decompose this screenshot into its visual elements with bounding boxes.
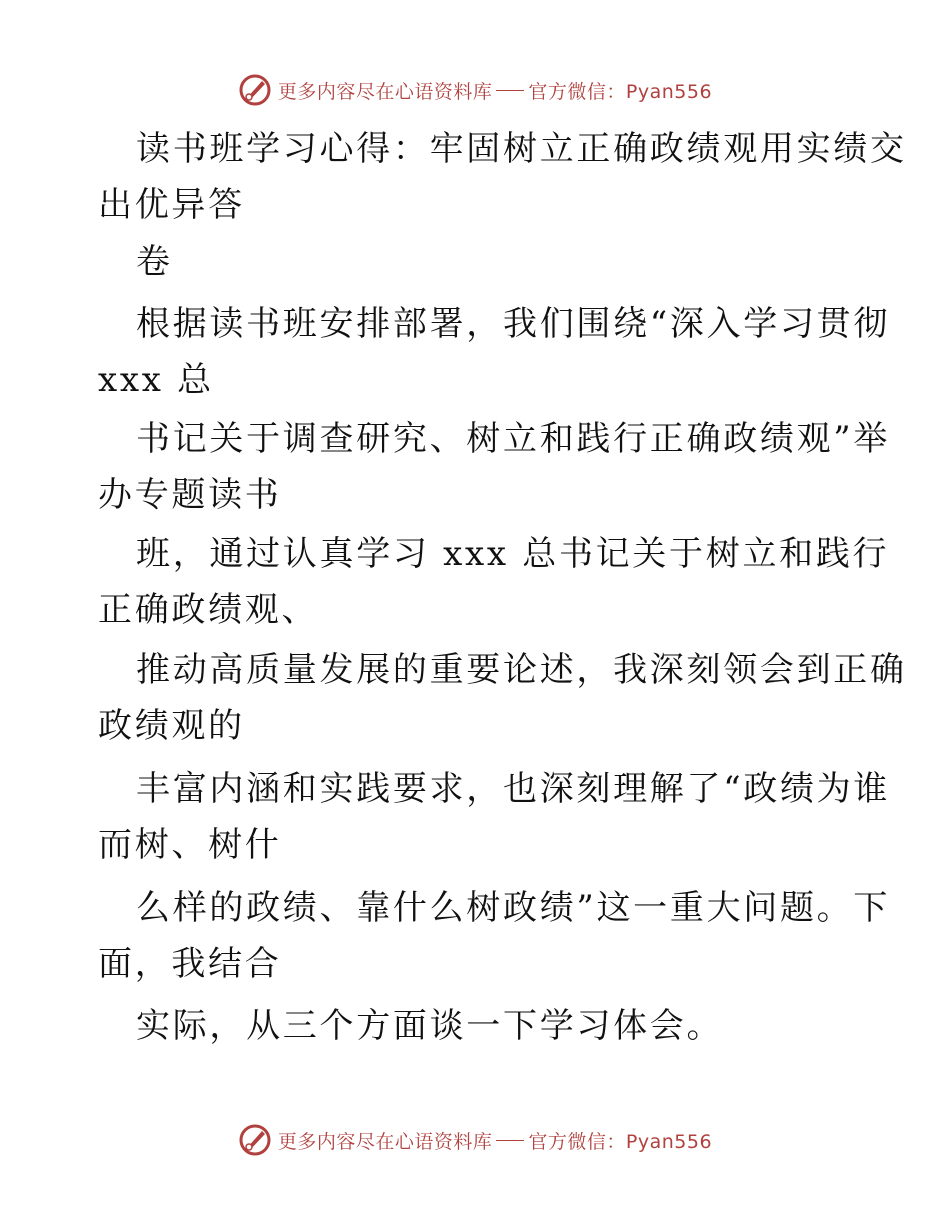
doc-line: 书记关于调查研究、树立和践行正确政绩观”举 [136,419,891,459]
quill-seal-icon [238,73,272,107]
doc-line: 班，通过认真学习 xxx 总书记关于树立和践行 [136,534,890,574]
doc-line: 么样的政绩、靠什么树政绩”这一重大问题。下 [136,888,891,928]
doc-title-line-3: 卷 [136,242,173,282]
footer-watermark [0,1120,950,1160]
quill-seal-icon [238,1123,272,1157]
doc-line: 丰富内涵和实践要求，也深刻理解了“政绩为谁 [136,769,891,809]
watermark-main-text: 更多内容尽在心语资料库 [277,1130,493,1153]
watermark-wechat-text: 官方微信：Pyan556 [528,1130,713,1153]
header-watermark [0,70,950,110]
doc-line: 根据读书班安排部署，我们围绕“深入学习贯彻 [136,304,891,344]
doc-line: 面，我结合 [98,944,282,984]
doc-line: 推动高质量发展的重要论述，我深刻领会到正确 [136,650,907,690]
doc-title-line-2: 出优异答 [98,185,245,225]
watermark-wechat-text: 官方微信：Pyan556 [528,80,713,103]
doc-title-line-1: 读书班学习心得：牢固树立正确政绩观用实绩交 [136,129,907,169]
doc-line: 正确政绩观、 [98,590,319,630]
watermark-separator [496,90,524,91]
doc-line: 办专题读书 [98,475,282,515]
watermark-main-text: 更多内容尽在心语资料库 [277,80,493,103]
doc-line: xxx 总 [98,360,214,400]
doc-line: 实际，从三个方面谈一下学习体会。 [136,1006,724,1046]
doc-line: 而树、树什 [98,825,282,865]
doc-line: 政绩观的 [98,706,245,746]
watermark-separator [496,1140,524,1141]
